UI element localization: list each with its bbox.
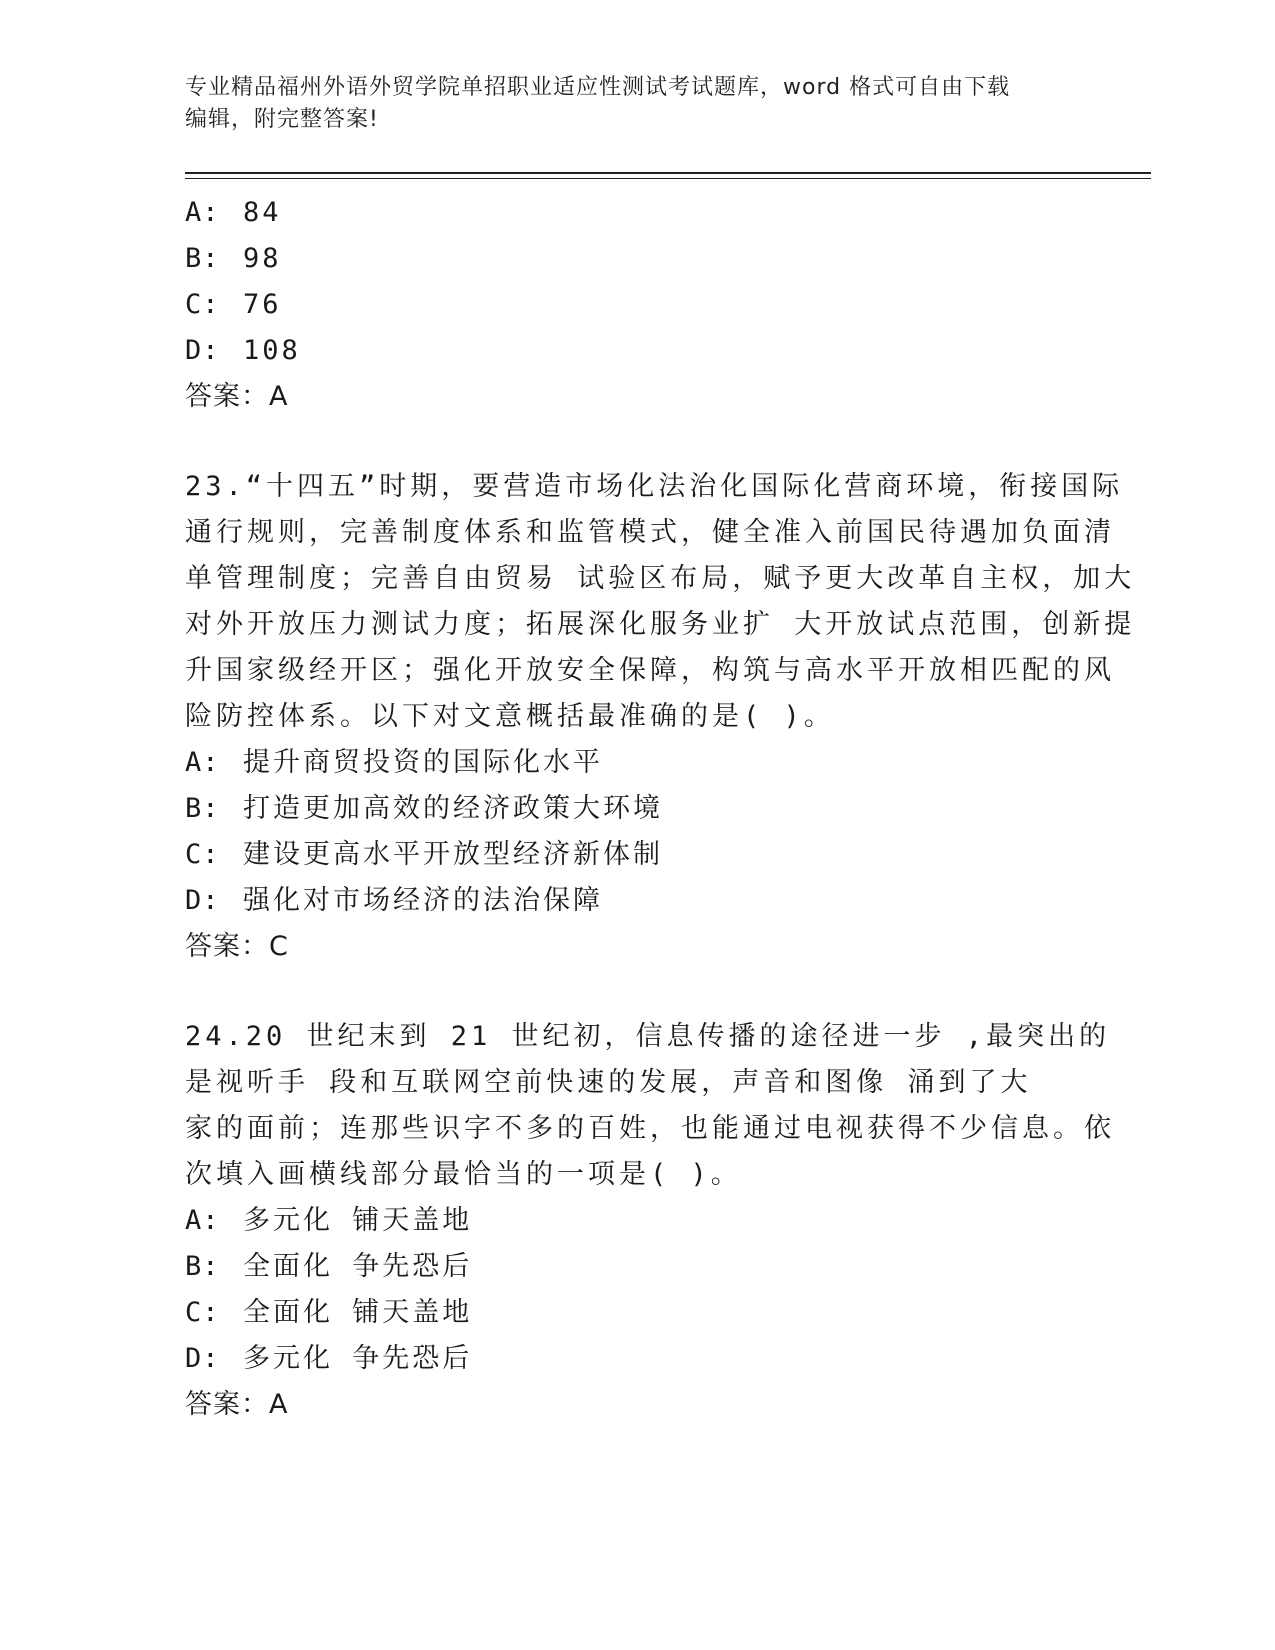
option-b <box>185 236 1085 282</box>
option-key: B: <box>185 793 220 824</box>
option-a <box>185 190 1085 236</box>
option-c <box>185 1290 1085 1336</box>
option-value: 98 <box>243 243 282 274</box>
option-d <box>185 878 1085 924</box>
option-b <box>185 1244 1085 1290</box>
question-text-line: 升国家级经开区；强化开放安全保障，构筑与高水平开放相匹配的风 <box>185 655 1115 686</box>
question-text-line: 险防控体系。以下对文意概括最准确的是( )。 <box>185 701 835 732</box>
option-c <box>185 282 1085 328</box>
question-text-line: 家的面前；连那些识字不多的百姓，也能通过电视获得不少信息。依 <box>185 1113 1115 1144</box>
option-value: 多元化 争先恐后 <box>243 1343 473 1374</box>
question-23 <box>185 464 1136 970</box>
answer-line: 答案：A <box>185 1389 289 1420</box>
option-d <box>185 1336 1085 1382</box>
option-value: 全面化 争先恐后 <box>243 1251 473 1282</box>
option-value: 全面化 铺天盖地 <box>243 1297 473 1328</box>
option-key: C: <box>185 289 220 320</box>
option-value: 76 <box>243 289 282 320</box>
option-a <box>185 1198 1085 1244</box>
question-text-line: 单管理制度；完善自由贸易 试验区布局，赋予更大改革自主权，加大 <box>185 563 1136 594</box>
question-22-options <box>185 190 1085 420</box>
option-key: C: <box>185 839 220 870</box>
question-text-line: 24.20 世纪末到 21 世纪初，信息传播的途径进一步 ,最突出的 <box>185 1021 1111 1052</box>
option-value: 108 <box>243 335 301 366</box>
option-b <box>185 786 1085 832</box>
option-key: D: <box>185 335 220 366</box>
document-body <box>185 190 1136 1428</box>
question-text-line: 对外开放压力测试力度；拓展深化服务业扩 大开放试点范围，创新提 <box>185 609 1136 640</box>
question-text-line: 是视听手 段和互联网空前快速的发展，声音和图像 涌到了大 <box>185 1067 1032 1098</box>
option-key: D: <box>185 885 220 916</box>
option-value: 强化对市场经济的法治保障 <box>243 885 603 916</box>
option-key: B: <box>185 243 220 274</box>
question-24 <box>185 1014 1115 1428</box>
option-key: B: <box>185 1251 220 1282</box>
option-value: 打造更加高效的经济政策大环境 <box>243 793 663 824</box>
answer-line: 答案：C <box>185 931 289 962</box>
option-value: 建设更高水平开放型经济新体制 <box>243 839 663 870</box>
option-d <box>185 328 1085 374</box>
option-value: 多元化 铺天盖地 <box>243 1205 473 1236</box>
option-key: C: <box>185 1297 220 1328</box>
page-header <box>185 72 1085 136</box>
option-key: D: <box>185 1343 220 1374</box>
header-rule-thick <box>185 172 1151 174</box>
header-rule-thin <box>185 178 1151 179</box>
option-value: 84 <box>243 197 282 228</box>
option-key: A: <box>185 1205 220 1236</box>
header-line-1: 专业精品福州外语外贸学院单招职业适应性测试考试题库，word 格式可自由下载 <box>185 75 1011 100</box>
option-key: A: <box>185 197 220 228</box>
option-a <box>185 740 1085 786</box>
option-key: A: <box>185 747 220 778</box>
option-value: 提升商贸投资的国际化水平 <box>243 747 603 778</box>
question-text-line: 次填入画横线部分最恰当的一项是( )。 <box>185 1159 742 1190</box>
option-c <box>185 832 1085 878</box>
question-text-line: 23.“十四五”时期，要营造市场化法治化国际化营商环境，衔接国际 <box>185 471 1124 502</box>
header-line-2: 编辑，附完整答案! <box>185 107 379 132</box>
answer-line: 答案：A <box>185 381 289 412</box>
question-text-line: 通行规则，完善制度体系和监管模式，健全准入前国民待遇加负面清 <box>185 517 1115 548</box>
